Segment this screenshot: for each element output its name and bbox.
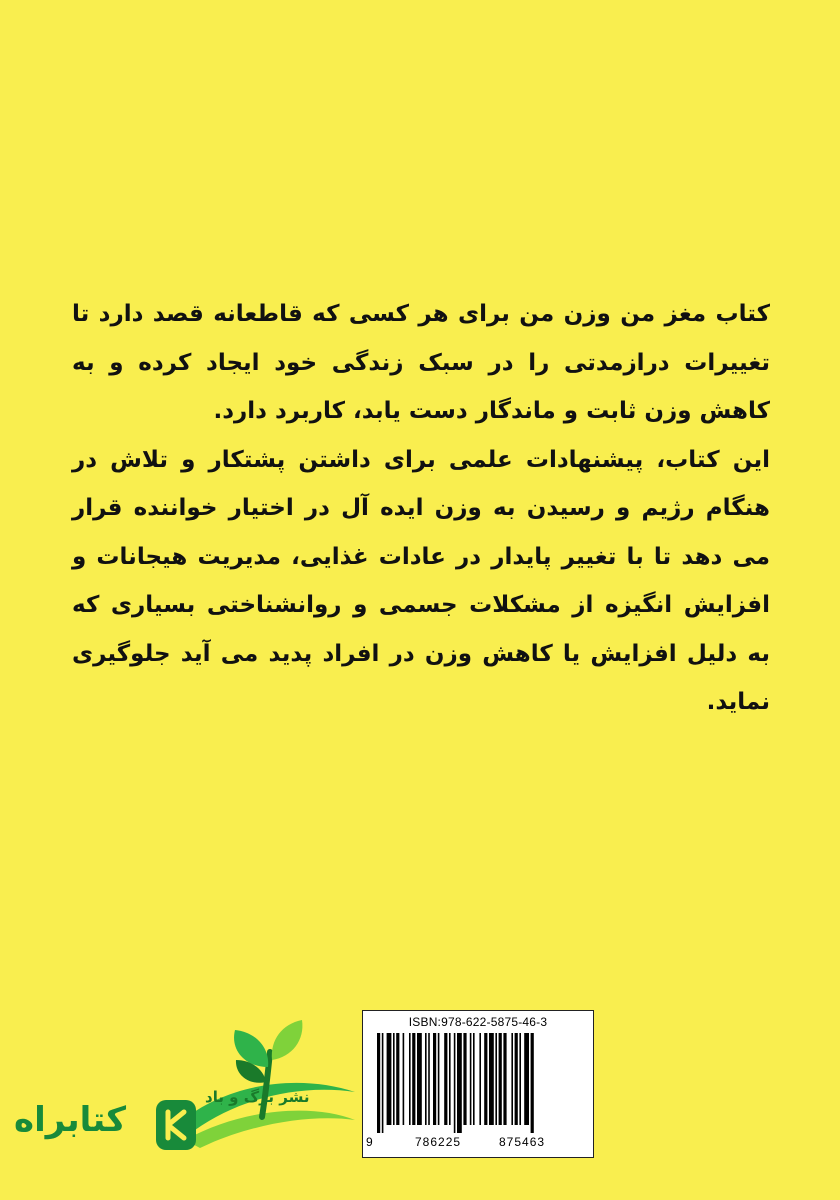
barcode-bar: [515, 1033, 518, 1125]
barcode-bar: [503, 1033, 506, 1125]
barcode-bar: [428, 1033, 430, 1125]
barcode-lead-digit: 9: [366, 1135, 373, 1149]
barcode-bar: [382, 1033, 384, 1133]
barcode-bar: [479, 1033, 481, 1125]
barcode-bar: [511, 1033, 513, 1125]
barcode-bar: [531, 1033, 534, 1133]
barcode-bar: [377, 1033, 380, 1133]
barcode-bar: [393, 1033, 395, 1125]
barcode-bar: [499, 1033, 502, 1125]
barcode-bar: [403, 1033, 405, 1125]
barcode-bar: [484, 1033, 487, 1125]
barcode-bar: [473, 1033, 475, 1125]
isbn-label: ISBN:978-622-5875-46-3: [408, 1015, 548, 1029]
store-name: کتابراه: [14, 1100, 127, 1140]
barcode-bar: [417, 1033, 422, 1125]
blurb-paragraph-2: این کتاب، پیشنهادات علمی برای داشتن پشتکار و تلاش در هنگام رژیم و رسیدن به وزن ایده آل در اختیار خواننده قرار می دهد تا با تغییر پایدار در عادات غذایی، مدیریت هیجانات و افزایش انگیزه از مشکلات جسمی و روانشناختی بسیاری که به دلیل افزایش یا کاهش وزن در افراد پدید می آید جلوگیری نماید.: [72, 446, 770, 715]
barcode-bar: [387, 1033, 392, 1125]
barcode-bar: [396, 1033, 399, 1125]
barcode-bar: [409, 1033, 411, 1125]
barcode-bar: [524, 1033, 529, 1125]
barcode-bar: [470, 1033, 472, 1125]
barcode-bar: [425, 1033, 427, 1125]
barcode-bars: [377, 1033, 583, 1133]
blurb-text: [72, 290, 770, 727]
isbn-barcode: [362, 1010, 594, 1158]
barcode-bar: [519, 1033, 521, 1125]
barcode-bar: [438, 1033, 440, 1125]
barcode-right-digits: 875463: [499, 1135, 546, 1149]
barcode-bar: [444, 1033, 447, 1125]
barcode-bar: [412, 1033, 415, 1125]
barcode-bar: [449, 1033, 451, 1125]
barcode-bar: [457, 1033, 462, 1133]
barcode-left-digits: 786225: [415, 1135, 462, 1149]
barcode-bar: [495, 1033, 497, 1125]
barcode-bar: [433, 1033, 436, 1125]
barcode-bar: [463, 1033, 466, 1125]
publisher-name: نشر برگ و باد: [205, 1088, 310, 1106]
barcode-bar: [489, 1033, 494, 1125]
blurb-paragraph-1: کتاب مغز من وزن من برای هر کسی که قاطعانه قصد دارد تا تغییرات درازمدتی را در سبک زندگی خود ایجاد کرده و به کاهش وزن ثابت و ماندگار دست یابد، کاربرد دارد.: [72, 301, 770, 424]
barcode-bar: [454, 1033, 456, 1133]
